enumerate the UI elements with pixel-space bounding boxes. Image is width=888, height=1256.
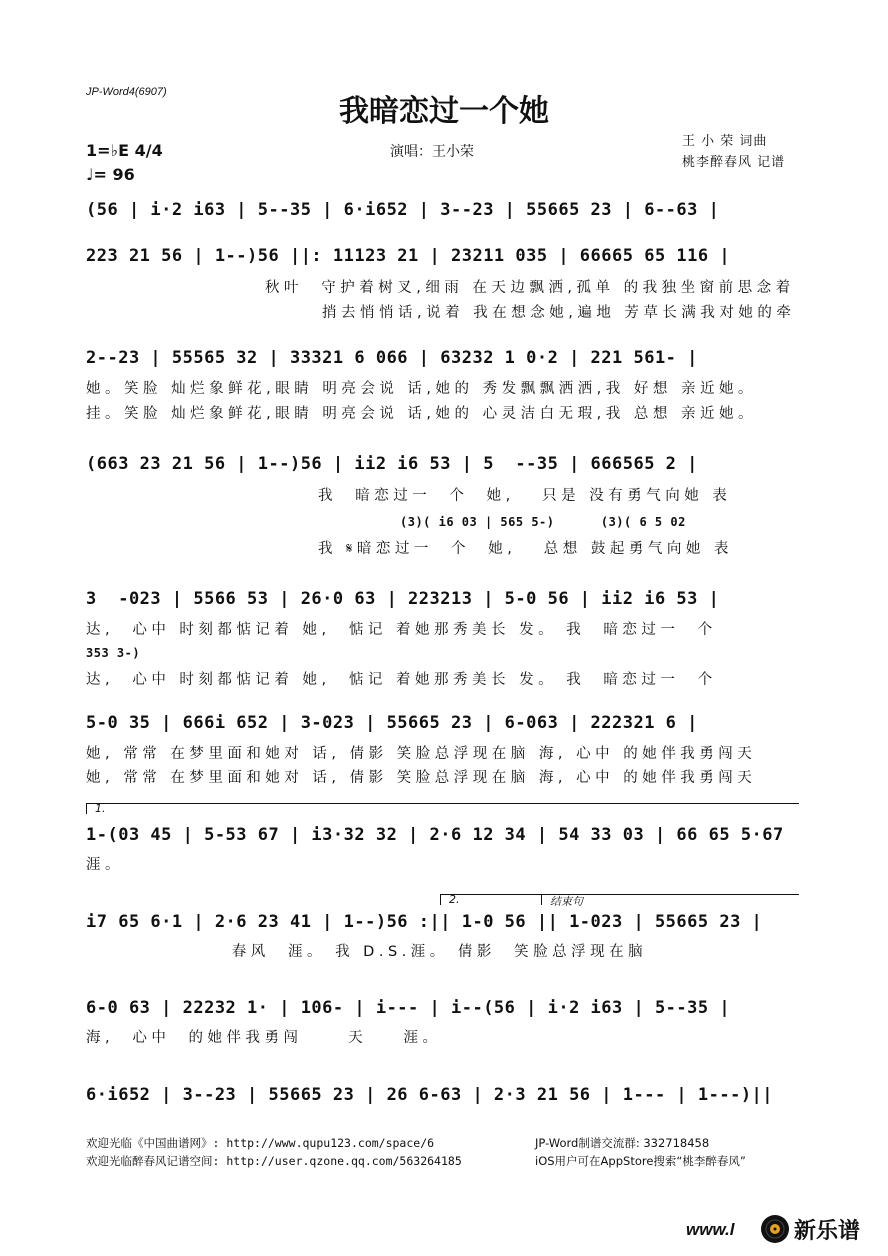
score-system-9-notes: 6-0 63 | 22232 1· | 106- | i--- | i--(56 | i·2 i63 | 5--35 |: [86, 998, 731, 1018]
vinyl-record-icon: [760, 1214, 790, 1244]
lyric-line-2: 挂。笑脸 灿烂象鲜花,眼睛 明亮会说 话,她的 心灵洁白无瑕,我 总想 亲近她。: [86, 406, 757, 422]
score-system-1-notes: (56 | i·2 i63 | 5--35 | 6·i652 | 3--23 | 55665 23 | 6--63 |: [86, 200, 720, 220]
singer-credit: 演唱：王小荣: [390, 144, 474, 160]
song-title: 我暗恋过一个她: [339, 94, 549, 129]
composer-credit: 王 小 荣 词曲: [682, 134, 768, 149]
key-signature: 1=♭E 4/4: [86, 141, 163, 160]
lyric-line-1: 她, 常常 在梦里面和她对 话, 倩影 笑脸总浮现在脑 海, 心中 的她伴我勇闯天: [86, 746, 757, 762]
score-system-2-notes: 223 21 56 | 1--)56 ||: 11123 21 | 23211 035 | 66665 65 116 |: [86, 246, 731, 266]
volta-label: 1.: [95, 802, 106, 815]
watermark-url: www.l: [686, 1220, 735, 1239]
lyric-line-2: 达, 心中 时刻都惦记着 她, 惦记 着她那秀美长 发。 我 暗恋过一 个: [86, 672, 717, 688]
score-system-6-notes: 5-0 35 | 666i 652 | 3-023 | 55665 23 | 6-063 | 222321 6 |: [86, 713, 698, 733]
lyric-line-2: 她, 常常 在梦里面和她对 话, 倩影 笑脸总浮现在脑 海, 心中 的她伴我勇闯天: [86, 770, 757, 786]
lyric-line-1: 春风 涯。 我 D.S.涯。 倩影 笑脸总浮现在脑: [86, 944, 648, 960]
lyric-line-1: 我 暗恋过一 个 她, 只是 没有勇气向她 表: [318, 488, 732, 504]
volta-label: 2.: [449, 893, 460, 906]
lyric-line-1: 达, 心中 时刻都惦记着 她, 惦记 着她那秀美长 发。 我 暗恋过一 个: [86, 622, 717, 638]
lyric-line-1: 海, 心中 的她伴我勇闯 天 涯。: [86, 1030, 442, 1046]
score-system-4-notes: (663 23 21 56 | 1--)56 | ii2 i6 53 | 5 --35 | 666565 2 |: [86, 454, 698, 474]
lyric-line-1: 秋叶 守护着树叉,细雨 在天边飘洒,孤单 的我独坐窗前思念着: [265, 280, 795, 296]
lyric-line-2: 我 𝄋暗恋过一 个 她, 总想 鼓起勇气向她 表: [318, 541, 733, 557]
volta-bracket-2: [440, 894, 541, 905]
score-system-8-notes: i7 65 6·1 | 2·6 23 41 | 1--)56 :|| 1-0 56 || 1-023 | 55665 23 |: [86, 912, 763, 932]
score-system-10-notes: 6·i652 | 3--23 | 55665 23 | 26 6-63 | 2·3 21 56 | 1--- | 1---)||: [86, 1085, 774, 1105]
footer-ios-info: iOS用户可在AppStore搜索“桃李醉春风”: [535, 1154, 746, 1168]
lyric-line-1: 涯。: [86, 857, 124, 873]
footer-link-qzone: 欢迎光临醉春风记谱空间: http://user.qzone.qq.com/563264185: [86, 1154, 462, 1168]
footer-group-info: JP-Word制谱交流群: 332718458: [535, 1136, 710, 1150]
lyric-line-2: 捎去悄悄话,说着 我在想念她,遍地 芳草长满我对她的牵: [322, 305, 796, 321]
lyric-line-1: 她。笑脸 灿烂象鲜花,眼睛 明亮会说 话,她的 秀发飘飘洒洒,我 好想 亲近她。: [86, 381, 757, 397]
footer-link-qupu: 欢迎光临《中国曲谱网》: http://www.qupu123.com/space/6: [86, 1136, 435, 1150]
ossia-notes: (3)( i6 03 | 565 5-) (3)( 6 5 02: [400, 515, 686, 529]
score-system-7-notes: 1-(03 45 | 5-53 67 | i3·32 32 | 2·6 12 34 | 54 33 03 | 66 65 5·67: [86, 825, 784, 845]
transcriber-credit: 桃李醉春风 记谱: [682, 155, 786, 170]
score-system-3-notes: 2--23 | 55565 32 | 33321 6 066 | 63232 1 0·2 | 221 561- |: [86, 348, 698, 368]
coda-label: 结束句: [550, 895, 583, 908]
ossia-notes: 353 3-): [86, 646, 141, 660]
score-system-5-notes: 3 -023 | 5566 53 | 26·0 63 | 223213 | 5-0 56 | ii2 i6 53 |: [86, 589, 720, 609]
coda-bracket: [541, 894, 799, 908]
tempo-marking: ♩= 96: [86, 165, 135, 184]
volta-bracket-1: [86, 803, 799, 814]
software-label: JP-Word4(6907): [86, 86, 167, 98]
watermark-brand: 新乐谱: [794, 1219, 861, 1244]
